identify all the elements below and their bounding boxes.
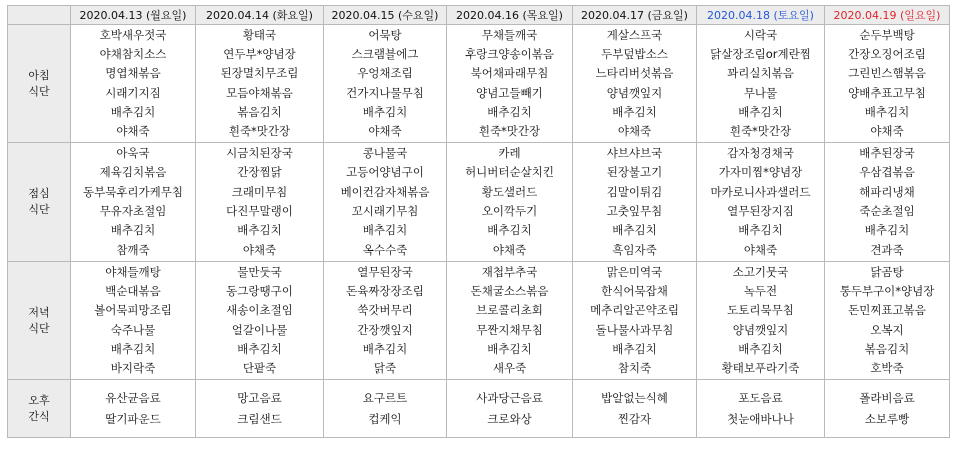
menu-item: 새우죽 — [492, 361, 527, 376]
menu-item: 크림샌드 — [237, 411, 282, 426]
menu-item: 배추김치 — [362, 223, 408, 238]
menu-item: 야채죽 — [870, 124, 904, 139]
menu-item: 배추김치 — [237, 341, 282, 356]
menu-item: 우삼겹볶음 — [859, 165, 915, 180]
menu-item: 무유자초절임 — [99, 204, 167, 218]
menu-item: 맑은미역국 — [606, 264, 663, 279]
menu-item: 해파리냉채 — [859, 184, 915, 199]
date-header-5: 2020.04.17 (금요일) — [573, 6, 697, 25]
menu-item: 황태보푸라기죽 — [721, 361, 800, 376]
menu-item: 재첩부추국 — [481, 264, 538, 279]
meal-label-line: 간식 — [28, 409, 50, 423]
lunch-menu-cell — [71, 143, 196, 262]
menu-item: 야채참치소스 — [99, 46, 167, 61]
menu-item: 아욱국 — [116, 146, 150, 161]
menu-item: 녹두전 — [743, 283, 778, 298]
menu-item: 게살스프국 — [606, 27, 663, 42]
menu-item: 양념깻잎지 — [732, 322, 789, 337]
menu-item: 볼어묵피망조림 — [94, 303, 172, 318]
menu-item: 쑥갓버무리 — [357, 303, 413, 318]
menu-item: 참깨죽 — [116, 242, 150, 257]
breakfast-menu-cell — [573, 25, 697, 143]
date-header-6: 2020.04.18 (토요일) — [697, 6, 825, 25]
menu-item: 밥알없는식혜 — [601, 390, 668, 405]
menu-item: 제육김치볶음 — [99, 165, 167, 180]
menu-item: 시락국 — [743, 27, 778, 42]
menu-item: 돈채굴소스볶음 — [470, 283, 549, 298]
menu-item: 동부묵후리가케무침 — [83, 184, 183, 199]
menu-item: 크래미무침 — [231, 184, 288, 199]
meal-label-line: 오후 — [28, 393, 50, 407]
menu-item: 그린빈스햄볶음 — [848, 66, 926, 81]
menu-item: 딸기파운드 — [105, 411, 161, 426]
snack-label — [8, 380, 71, 438]
menu-item: 다진무말랭이 — [226, 204, 293, 218]
menu-item: 야채죽 — [368, 124, 402, 139]
menu-item: 시금치된장국 — [226, 146, 293, 161]
menu-item: 소보루빵 — [864, 411, 910, 426]
meal-label-line: 식단 — [28, 203, 50, 216]
menu-item: 오복지 — [870, 322, 904, 337]
menu-item: 콩나물국 — [362, 146, 408, 161]
menu-item: 물만둣국 — [237, 264, 282, 279]
menu-item: 얼갈이나물 — [231, 322, 288, 337]
menu-item: 된장불고기 — [606, 165, 663, 180]
menu-item: 양념깻잎지 — [606, 85, 663, 100]
menu-item: 요구르트 — [362, 390, 408, 405]
menu-item: 건가지나물무침 — [346, 85, 424, 100]
menu-item: 배추김치 — [864, 104, 910, 119]
menu-item: 북어채파래무침 — [470, 66, 549, 81]
menu-item: 호박새우젓국 — [99, 27, 167, 42]
date-header-row — [8, 6, 950, 25]
lunch-menu-cell — [697, 143, 825, 262]
menu-item: 배추김치 — [487, 341, 532, 356]
snack-menu-cell — [196, 380, 324, 438]
dinner-label — [8, 262, 71, 380]
menu-item: 찐감자 — [617, 411, 652, 426]
menu-item: 도토리묵무침 — [727, 303, 794, 318]
dinner-row — [8, 262, 950, 380]
menu-item: 꽈리실치볶음 — [727, 66, 794, 81]
menu-item: 후랑크양송이볶음 — [465, 46, 554, 61]
menu-item: 호박죽 — [870, 361, 904, 376]
menu-item: 야채들깨탕 — [105, 264, 161, 279]
dinner-menu-cell — [825, 262, 950, 380]
menu-item: 배추김치 — [110, 341, 156, 356]
breakfast-row — [8, 25, 950, 143]
breakfast-menu-cell — [196, 25, 324, 143]
menu-item: 돈민찌표고볶음 — [848, 303, 926, 318]
breakfast-label — [8, 25, 71, 143]
menu-item: 된장멸치무조림 — [220, 66, 299, 81]
menu-item: 간장오징어조림 — [848, 46, 926, 61]
breakfast-menu-cell — [697, 25, 825, 143]
meal-label-line: 식단 — [28, 321, 50, 335]
menu-item: 순두부백탕 — [859, 27, 915, 42]
meal-label-line: 저녁 — [28, 305, 50, 319]
menu-item: 무채들깨국 — [481, 27, 538, 42]
dinner-menu-cell — [196, 262, 324, 380]
menu-item: 양배추표고무침 — [848, 85, 926, 100]
menu-item: 야채죽 — [116, 124, 150, 139]
menu-item: 어묵탕 — [368, 27, 402, 42]
menu-item: 흰죽*맛간장 — [478, 124, 541, 139]
meal-label-line: 식단 — [28, 84, 50, 98]
menu-item: 무짠지채무침 — [476, 322, 543, 337]
menu-item: 흰죽*맛간장 — [228, 124, 291, 139]
breakfast-menu-cell — [324, 25, 447, 143]
dinner-menu-cell — [573, 262, 697, 380]
menu-item: 통두부구이*양념장 — [839, 283, 935, 298]
menu-item: 느타리버섯볶음 — [595, 66, 674, 81]
menu-item: 야채죽 — [743, 242, 778, 257]
menu-item: 사과당근음료 — [476, 390, 543, 405]
menu-item: 간장깻잎지 — [357, 322, 413, 337]
menu-item: 폴라비음료 — [859, 390, 915, 405]
menu-item: 배추김치 — [612, 104, 657, 119]
dinner-menu-cell — [324, 262, 447, 380]
menu-item: 숙주나물 — [110, 322, 156, 337]
menu-item: 열무된장국 — [357, 264, 413, 279]
menu-item: 백순대볶음 — [105, 283, 161, 298]
menu-item: 닭죽 — [373, 361, 397, 376]
menu-item: 시래기지짐 — [105, 85, 161, 100]
menu-item: 닭곰탕 — [870, 264, 904, 279]
date-header-7: 2020.04.19 (일요일) — [825, 6, 950, 25]
meal-label-line: 점심 — [28, 187, 50, 200]
date-header-2: 2020.04.14 (화요일) — [196, 6, 324, 25]
menu-item: 연두부*양념장 — [223, 46, 296, 61]
menu-item: 브로콜리초회 — [476, 303, 543, 318]
menu-item: 새송이초절임 — [226, 303, 293, 318]
menu-item: 포도음료 — [738, 390, 783, 405]
menu-item: 볶음김치 — [864, 341, 910, 356]
menu-item: 첫눈애바나나 — [727, 411, 794, 426]
lunch-menu-cell — [324, 143, 447, 262]
lunch-label — [8, 143, 71, 262]
breakfast-menu-cell — [447, 25, 573, 143]
snack-menu-cell — [697, 380, 825, 438]
menu-item: 간장찜닭 — [237, 165, 282, 180]
menu-item: 우엉채조림 — [357, 66, 413, 81]
menu-item: 황도샐러드 — [481, 184, 538, 199]
menu-item: 메추리알곤약조림 — [590, 303, 679, 318]
menu-item: 가자미찜*양념장 — [718, 165, 803, 180]
menu-item: 닭살장조림or계란찜 — [710, 46, 811, 61]
menu-item: 오이깍두기 — [481, 204, 538, 218]
menu-item: 야채죽 — [617, 124, 652, 139]
date-header-4: 2020.04.16 (목요일) — [447, 6, 573, 25]
snack-menu-cell — [447, 380, 573, 438]
menu-item: 카레 — [498, 146, 521, 161]
menu-item: 고등어양념구이 — [346, 165, 424, 180]
menu-item: 배추김치 — [738, 104, 783, 119]
dinner-menu-cell — [697, 262, 825, 380]
menu-item: 크로와상 — [487, 411, 532, 426]
menu-item: 샤브샤브국 — [606, 146, 663, 161]
menu-item: 망고음료 — [237, 390, 282, 405]
menu-item: 배추김치 — [738, 223, 783, 238]
menu-item: 흑임자죽 — [612, 242, 657, 257]
lunch-menu-cell — [447, 143, 573, 262]
menu-item: 배추된장국 — [859, 146, 915, 161]
menu-item: 흰죽*맛간장 — [729, 124, 792, 139]
menu-item: 유산균음료 — [105, 390, 161, 405]
menu-item: 배추김치 — [487, 104, 532, 119]
menu-item: 모듬야채볶음 — [226, 85, 293, 100]
snack-menu-cell — [71, 380, 196, 438]
menu-item: 두부덮밥소스 — [601, 46, 668, 61]
menu-item: 동그랑땡구이 — [226, 283, 293, 298]
snack-menu-cell — [825, 380, 950, 438]
menu-item: 황태국 — [242, 27, 277, 42]
menu-item: 감자청경채국 — [727, 146, 794, 161]
menu-item: 돈육짜장장조림 — [346, 283, 424, 298]
menu-item: 돌나물사과무침 — [595, 322, 674, 337]
menu-item: 죽순초절임 — [859, 204, 915, 218]
lunch-menu-cell — [573, 143, 697, 262]
menu-item: 명엽채볶음 — [105, 66, 161, 81]
date-header-3: 2020.04.15 (수요일) — [324, 6, 447, 25]
menu-item: 베이컨감자채볶음 — [340, 184, 430, 199]
dinner-menu-cell — [447, 262, 573, 380]
date-header-1: 2020.04.13 (월요일) — [71, 6, 196, 25]
menu-item: 배추김치 — [362, 104, 408, 119]
lunch-menu-cell — [825, 143, 950, 262]
menu-item: 단팥죽 — [242, 361, 277, 376]
menu-item: 배추김치 — [237, 223, 282, 238]
menu-item: 배추김치 — [612, 341, 657, 356]
menu-item: 볶음김치 — [237, 104, 282, 119]
menu-item: 배추김치 — [110, 223, 156, 238]
menu-item: 허니버터순살치킨 — [465, 165, 554, 180]
menu-item: 스크램블에그 — [351, 46, 419, 61]
breakfast-menu-cell — [825, 25, 950, 143]
menu-item: 배추김치 — [612, 223, 657, 238]
menu-item: 배추김치 — [362, 341, 408, 356]
snack-row — [8, 380, 950, 438]
menu-item: 견과죽 — [870, 242, 904, 257]
menu-item: 배추김치 — [864, 223, 910, 238]
corner-cell — [8, 6, 71, 25]
dinner-menu-cell — [71, 262, 196, 380]
menu-item: 한식어묵잡채 — [601, 283, 668, 298]
menu-item: 꼬시래기무침 — [351, 204, 419, 218]
menu-item: 배추김치 — [487, 223, 532, 238]
menu-item: 바지락죽 — [110, 361, 156, 376]
menu-item: 컵케익 — [368, 411, 402, 426]
breakfast-menu-cell — [71, 25, 196, 143]
menu-item: 마카로니사과샐러드 — [710, 184, 811, 199]
menu-item: 배추김치 — [738, 341, 783, 356]
menu-item: 참치죽 — [617, 361, 652, 376]
meal-label-line: 아침 — [28, 68, 50, 82]
menu-item: 고춧잎무침 — [606, 204, 663, 218]
menu-item: 김말이튀김 — [606, 184, 663, 199]
lunch-row — [8, 143, 950, 262]
menu-item: 열무된장지짐 — [727, 204, 794, 218]
menu-item: 소고기뭇국 — [732, 264, 789, 279]
menu-item: 야채죽 — [492, 242, 527, 257]
menu-item: 옥수수죽 — [362, 242, 408, 257]
snack-menu-cell — [324, 380, 447, 438]
lunch-menu-cell — [196, 143, 324, 262]
menu-item: 무나물 — [743, 85, 778, 100]
menu-item: 배추김치 — [110, 104, 156, 119]
snack-menu-cell — [573, 380, 697, 438]
menu-item: 양념고들빼기 — [476, 85, 543, 100]
weekly-meal-table — [7, 5, 950, 438]
menu-item: 야채죽 — [242, 242, 277, 257]
